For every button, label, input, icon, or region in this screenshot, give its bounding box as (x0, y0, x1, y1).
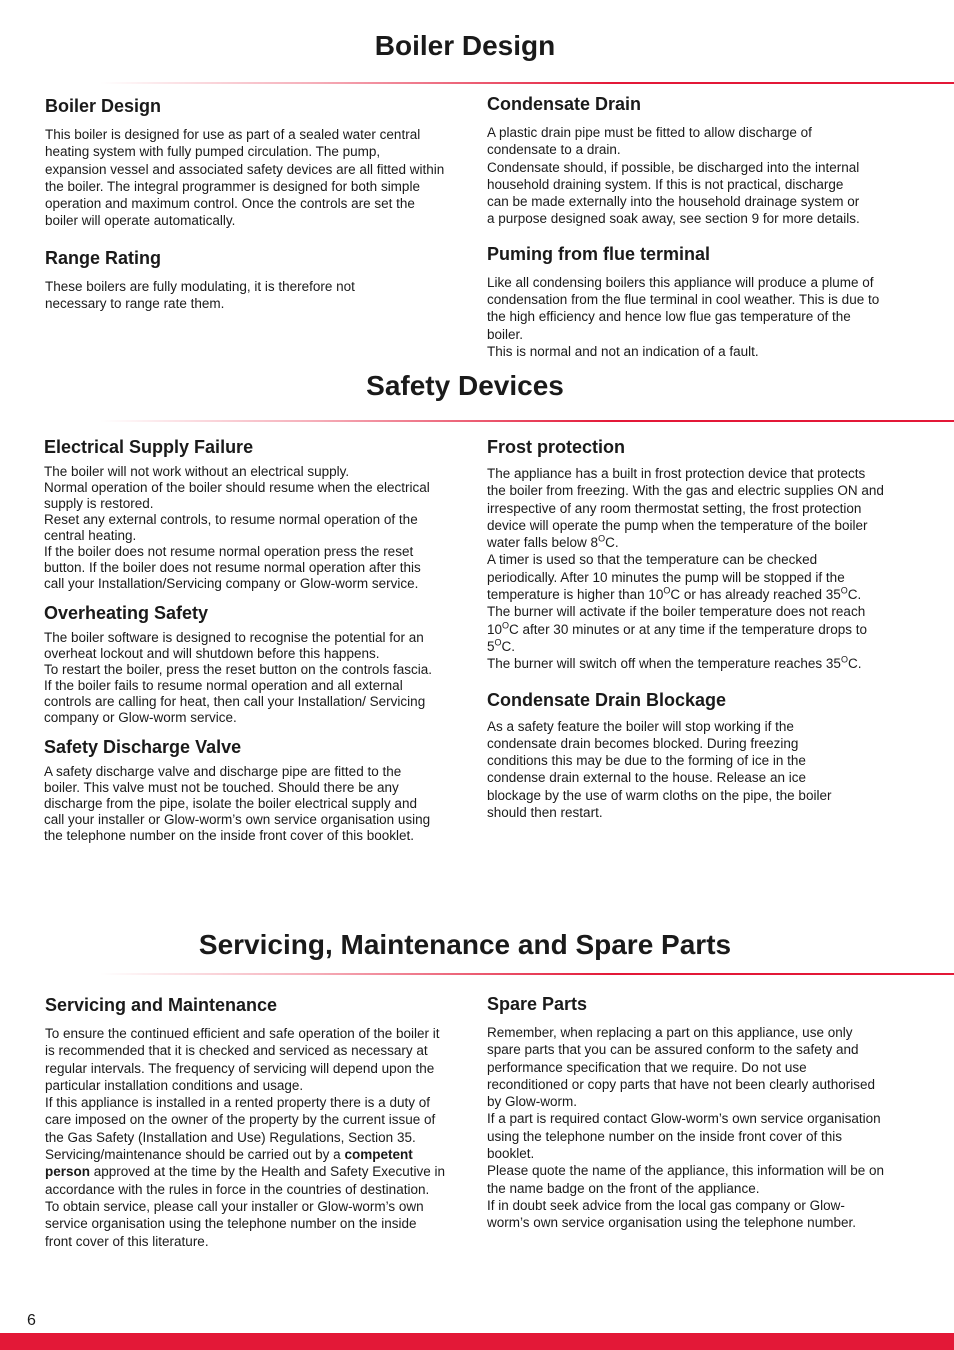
heading-frost-protection: Frost protection (487, 437, 625, 457)
heading-servicing-and-maintenance: Servicing and Maintenance (45, 995, 278, 1015)
condensate-drain-blockage-block (487, 689, 887, 822)
section-divider (100, 82, 954, 84)
boiler-design-left-column (45, 95, 445, 312)
overheating-safety-text: The boiler software is designed to recognise the potential for an overheat lockout and will shutdown before this happens. To restart the boiler, press the reset button on the controls fascia. If the boiler fails to resume normal operation and all external controls are calling for heat, then call your Installation/ Servicing company or Glow-worm service. (44, 630, 432, 725)
heading-safety-discharge-valve: Safety Discharge Valve (44, 737, 242, 757)
section-title-boiler-design: Boiler Design (374, 30, 556, 61)
heading-boiler-design: Boiler Design (45, 96, 162, 116)
heading-range-rating: Range Rating (45, 247, 162, 268)
spare-parts-text: Remember, when replacing a part on this appliance, use only spare parts that you can be assured conform to the safety and performance specification that we require. Do not use reconditioned or copy parts that have not been clearly authorised by Glow-worm. If a part is required contact Glow-worm’s own service organisation using the telephone number on the inside front cover of this booklet. Please quote the name of the appliance, this information will be on the name badge on the front of the appliance. If in doubt seek advice from the local gas company or Glow-worm’s own service organisation using the telephone number. (487, 1025, 884, 1231)
servicing-maintenance-block (45, 994, 445, 1250)
heading-overheating-safety: Overheating Safety (44, 603, 209, 623)
heading-condensate-drain-blockage: Condensate Drain Blockage (487, 689, 727, 710)
boiler-design-text: This boiler is designed for use as part of a sealed water central heating system with fully pumped circulation. The pump, expansion vessel and associated safety devices are all fitted within the boiler. The integral programmer is designed for both simple operation and maximum control. Once the controls are set the boiler will operate automatically. (45, 127, 445, 229)
heading-condensate-drain: Condensate Drain (487, 94, 642, 114)
safety-discharge-valve-text: A safety discharge valve and discharge pipe are fitted to the boiler. This valve must not be touched. Should there be any discharge from the pipe, isolate the boiler electrical supply and call your installer or Glow-worm’s own service organisation using the telephone number on the inside front cover of this booklet. (44, 764, 431, 843)
frost-protection-block (487, 436, 887, 673)
heading-electrical-supply-failure: Electrical Supply Failure (44, 437, 254, 457)
boiler-design-right-column (487, 93, 887, 360)
safety-devices-right-column (487, 436, 887, 821)
spare-parts-block (487, 993, 887, 1232)
servicing-maintenance-text: To ensure the continued efficient and safe operation of the boiler it is recommended that it is checked and serviced as necessary at regular intervals. The frequency of servicing will depend upon the particular installation conditions and usage. If this appliance is installed in a rented property there is a duty of care imposed on the owner of the property by the current issue of the Gas Safety (Installation and Use) Regulations, Section 35. Servicing/maintenance should be carried out by a competent person approved at the time by the Health and Safety Executive in accordance with the rules in force in the countries of destination. To obtain service, please call your installer or Glow-worm’s own service organisation using the telephone number on the inside front cover of this literature. (45, 1026, 445, 1249)
condensate-drain-text: A plastic drain pipe must be fitted to allow discharge of condensate to a drain. Condensate should, if possible, be discharged into the internal household draining system. If this is not practical, discharge can be made externally into the household drainage system or a purpose designed soak away, see section 9 for more details. (487, 125, 860, 227)
frost-protection-text: The appliance has a built in frost protection device that protects the boiler from freezing. With the gas and electric supplies ON and irrespective of any room thermostat setting, the frost protection device will operate the pump when the temperature of the boiler water falls below $8^OC$. A timer is used so that the temperature can be checked periodically. After 10 minutes the pump will be stopped if the temperature is higher than $10^OC$ or has already reached $35^OC$. The burner will activate if the boiler temperature does not reach $10^OC$ after 30 minutes or at any time if the temperature drops to $5^OC$. The burner will switch off when the temperature reaches $35^OC$. (487, 466, 884, 672)
page-number: 6 (27, 1312, 36, 1329)
range-rating-block (45, 247, 445, 313)
pluming-block (487, 243, 887, 360)
heading-spare-parts: Spare Parts (487, 994, 588, 1014)
safety-discharge-valve-block (44, 736, 444, 844)
electrical-supply-failure-text: The boiler will not work without an electrical supply. Normal operation of the boiler should resume when the electrical supply is restored. Reset any external controls, to resume normal operation of the central heating. If the boiler does not resume normal operation press the reset button. If the boiler does not resume normal operation after this call your Installation/Servicing company or Glow-worm service. (44, 464, 430, 591)
servicing-left-column (45, 994, 445, 1250)
overheating-safety-block (44, 602, 444, 726)
footer-bar (0, 1333, 954, 1350)
section-divider (100, 973, 954, 975)
condensate-drain-block (487, 93, 887, 228)
servicing-right-column (487, 993, 887, 1232)
safety-devices-left-column (44, 436, 444, 844)
condensate-drain-blockage-text: As a safety feature the boiler will stop working if the condensate drain becomes blocked. During freezing conditions this may be due to the forming of ice in the condense drain external to the house. Release an ice blockage by the use of warm cloths on the pipe, the boiler should then restart. (487, 718, 832, 821)
pluming-text: Like all condensing boilers this appliance will produce a plume of condensation from the flue terminal in cool weather. This is due to the high efficiency and hence low flue gas temperature of the boiler. This is normal and not an indication of a fault. (487, 274, 880, 359)
section-title-safety-devices: Safety Devices (366, 370, 564, 401)
boiler-design-block (45, 95, 445, 230)
section-title-servicing: Servicing, Maintenance and Spare Parts (198, 929, 732, 960)
range-rating-text: These boilers are fully modulating, it is therefore not necessary to range rate them. (45, 278, 355, 312)
section-divider (100, 420, 954, 422)
heading-pluming-from-flue-terminal: Puming from flue terminal (487, 243, 711, 264)
electrical-supply-failure-block (44, 436, 444, 592)
